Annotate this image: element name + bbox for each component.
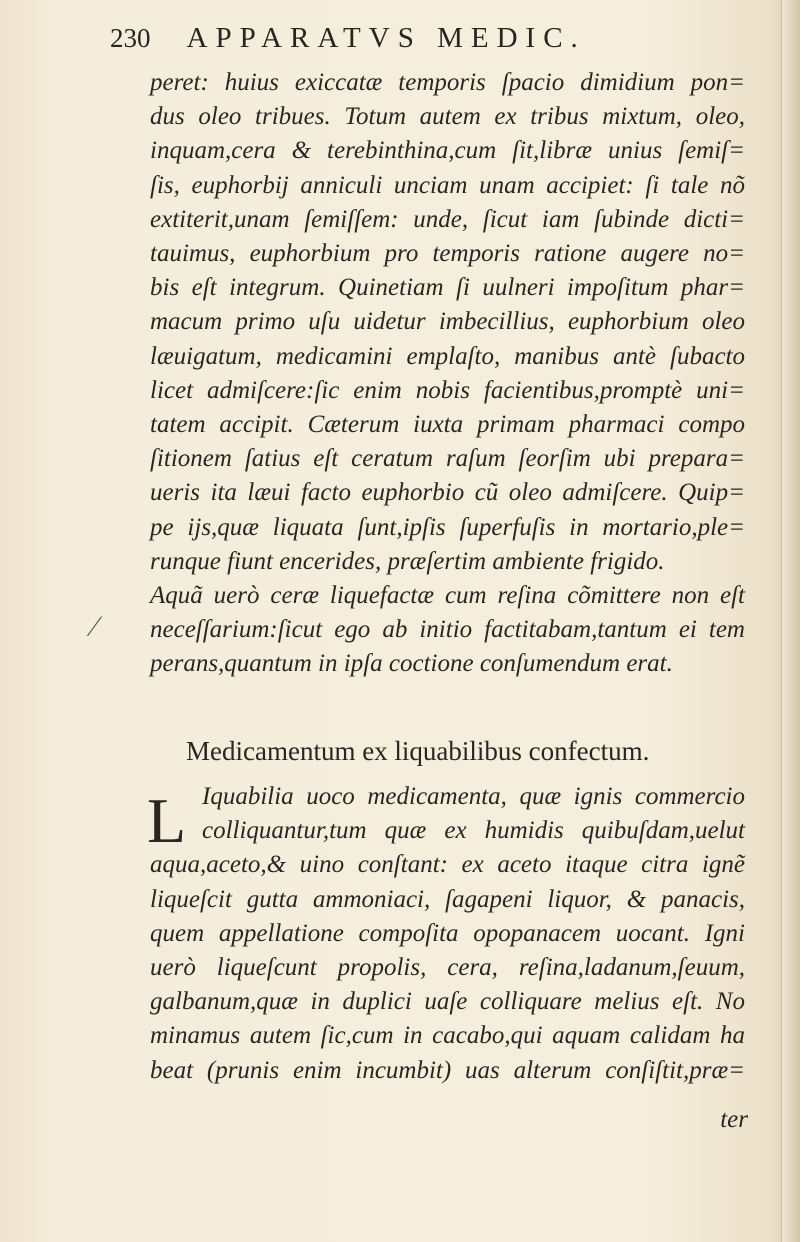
text-line: Aquã uerò ceræ liquefactæ cum reſina cõmittere non eſt — [150, 582, 745, 610]
text-line: bis eſt integrum. Quinetiam ſi uulneri impoſitum phar= — [150, 274, 745, 302]
page-edge — [781, 0, 800, 1242]
text-line: quem appellatione compoſita opopanacem uocant. Igni — [150, 919, 745, 947]
text-line: runque fiunt encerides, præſertim ambiente frigido. — [150, 547, 665, 575]
text-line: ueris ita læui facto euphorbio cũ oleo admiſcere. Quip= — [150, 479, 745, 507]
text-line: Iquabilia uoco medicamenta, quæ ignis commercio — [202, 783, 745, 810]
page-header — [110, 22, 710, 62]
text-line: pe ijs,quæ liquata ſunt,ipſis ſuperfuſis in mortario,ple= — [150, 513, 745, 541]
margin-pen-mark: ⁄ — [92, 610, 98, 643]
text-line: minamus autem ſic,cum in cacabo,qui aquam calidam ha — [150, 1022, 745, 1050]
text-line: galbanum,quæ in duplici uaſe colliquare melius eſt. No — [150, 988, 745, 1016]
text-line: licet admiſcere:ſic enim nobis facientibus,promptè uni= — [150, 376, 745, 404]
text-line: peret: huius exiccatæ temporis ſpacio dimidium pon= — [150, 69, 745, 96]
section-heading: Medicamentum ex liquabilibus confectum. — [186, 736, 650, 766]
body-text — [150, 66, 745, 682]
text-line: beat (prunis enim incumbit) uas alterum conſiſtit,præ= — [150, 1056, 745, 1084]
text-line: extiterit,unam ſemiſſem: unde, ſicut iam ſubinde dicti= — [150, 205, 745, 233]
page-number: 230 — [110, 23, 151, 53]
text-line: tatem accipit. Cæterum iuxta primam pharmaci compo — [150, 411, 745, 439]
catchword: ter — [720, 1106, 748, 1133]
text-line: tauimus, euphorbium pro temporis ratione augere no= — [150, 240, 745, 268]
text-line: liqueſcit gutta ammoniaci, ſagapeni liquor, & panacis, — [150, 885, 745, 913]
text-line: neceſſarium:ſicut ego ab initio factitabam,tantum ei tem — [150, 616, 745, 644]
section-text — [150, 780, 745, 1088]
text-line: macum primo uſu uidetur imbecillius, euphorbium oleo — [150, 308, 745, 336]
text-line: inquam,cera & terebinthina,cum ſit,libræ unius ſemiſ= — [150, 137, 745, 165]
text-line: uerò liqueſcunt propolis, cera, reſina,ladanum,ſeuum, — [150, 954, 745, 982]
text-line: ſis, euphorbij anniculi unciam unam accipiet: ſi tale nõ — [150, 171, 745, 199]
text-line: perans,quantum in ipſa coctione conſumendum erat. — [150, 650, 673, 678]
text-line: colliquantur,tum quæ ex humidis quibuſdam,uelut — [202, 817, 745, 845]
text-line: ſitionem ſatius eſt ceratum raſum ſeorſim ubi prepara= — [150, 445, 745, 473]
running-head: APPARATVS MEDIC. — [186, 22, 586, 54]
text-line: aqua,aceto,& uino conſtant: ex aceto itaque citra ignẽ — [150, 851, 745, 879]
text-line: læuigatum, medicamini emplaſto, manibus antè ſubacto — [150, 342, 745, 370]
drop-cap: L — [147, 785, 187, 856]
text-line: dus oleo tribues. Totum autem ex tribus mixtum, oleo, — [150, 103, 745, 131]
